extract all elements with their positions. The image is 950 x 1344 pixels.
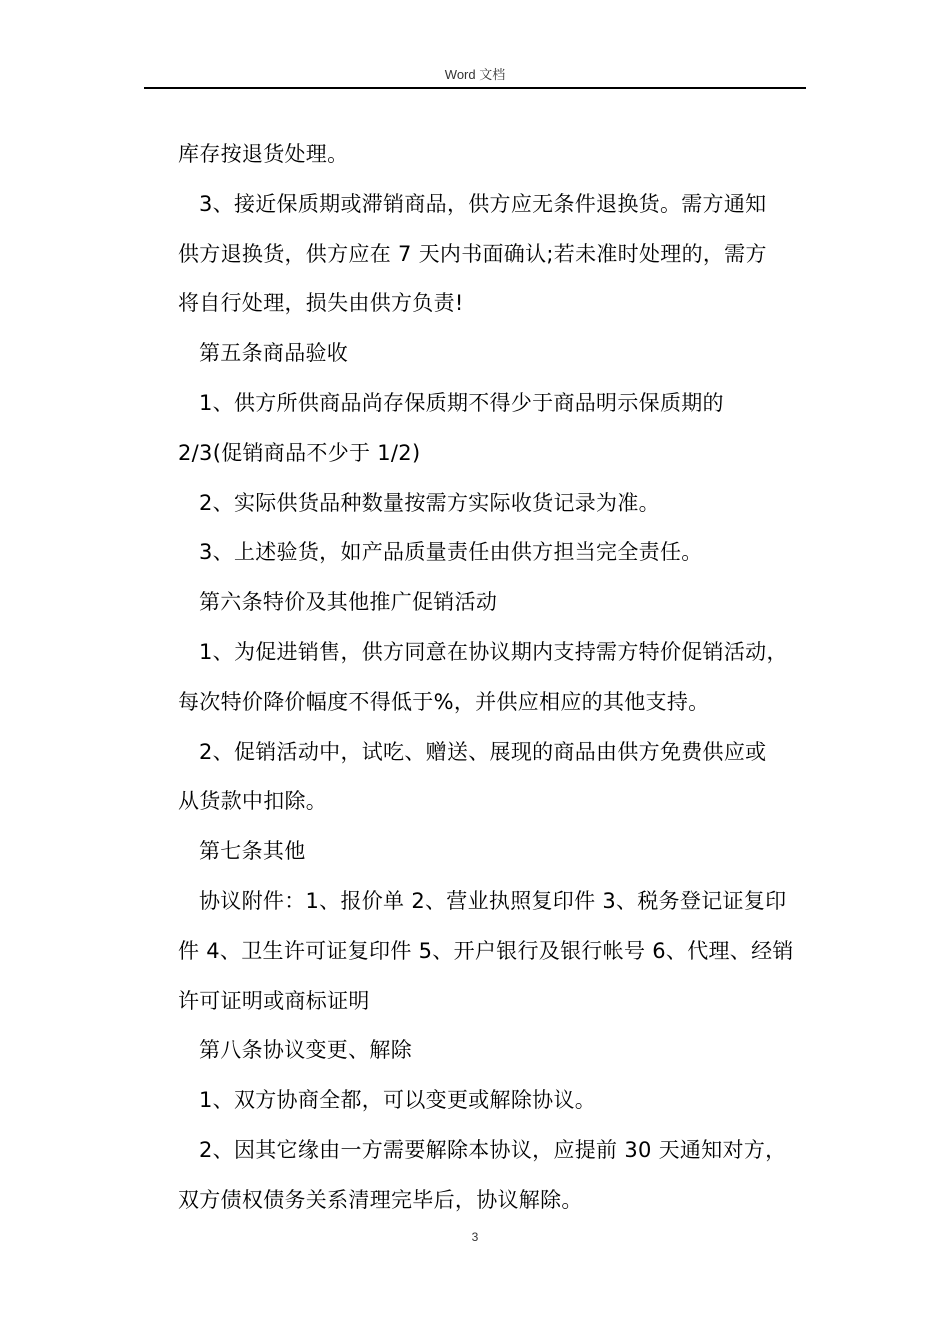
paragraph-line: 2/3(促销商品不少于 1/2)	[178, 440, 421, 465]
paragraph-line: 许可证明或商标证明	[178, 988, 370, 1013]
paragraph-line: 2、促销活动中，试吃、赠送、展现的商品由供方免费供应或	[199, 739, 767, 764]
section-heading: 第八条协议变更、解除	[199, 1038, 412, 1063]
paragraph-line: 件 4、卫生许可证复印件 5、开户银行及银行帐号 6、代理、经销	[178, 938, 794, 963]
paragraph-line: 协议附件：1、报价单 2、营业执照复印件 3、税务登记证复印	[199, 888, 787, 913]
section-heading: 第五条商品验收	[199, 341, 349, 366]
section-heading: 第六条特价及其他推广促销活动	[199, 590, 498, 615]
page-number: 3	[471, 1230, 479, 1244]
paragraph-line: 每次特价降价幅度不得低于%，并供应相应的其他支持。	[178, 689, 710, 714]
paragraph-line: 将自行处理，损失由供方负责!	[178, 291, 464, 316]
paragraph-line: 2、因其它缘由一方需要解除本协议，应提前 30 天通知对方，	[199, 1137, 787, 1162]
paragraph-line: 2、实际供货品种数量按需方实际收货记录为准。	[199, 490, 660, 515]
paragraph-line: 3、上述验货，如产品质量责任由供方担当完全责任。	[199, 540, 703, 565]
paragraph-line: 双方债权债务关系清理完毕后，协议解除。	[178, 1187, 583, 1212]
paragraph-line: 1、供方所供商品尚存保质期不得少于商品明示保质期的	[199, 390, 724, 415]
paragraph-line: 供方退换货，供方应在 7 天内书面确认;若未准时处理的，需方	[178, 241, 767, 266]
paragraph-line: 1、为促进销售，供方同意在协议期内支持需方特价促销活动，	[199, 639, 788, 664]
paragraph-line: 1、双方协商全都，可以变更或解除协议。	[199, 1088, 597, 1113]
page-header: Word 文档	[444, 67, 506, 82]
header-divider	[144, 87, 806, 89]
document-body	[178, 130, 808, 1226]
paragraph-line: 3、接近保质期或滞销商品，供方应无条件退换货。需方通知	[199, 191, 767, 216]
section-heading: 第七条其他	[199, 839, 306, 864]
paragraph-line: 从货款中扣除。	[178, 789, 328, 814]
paragraph-line: 库存按退货处理。	[178, 142, 349, 166]
